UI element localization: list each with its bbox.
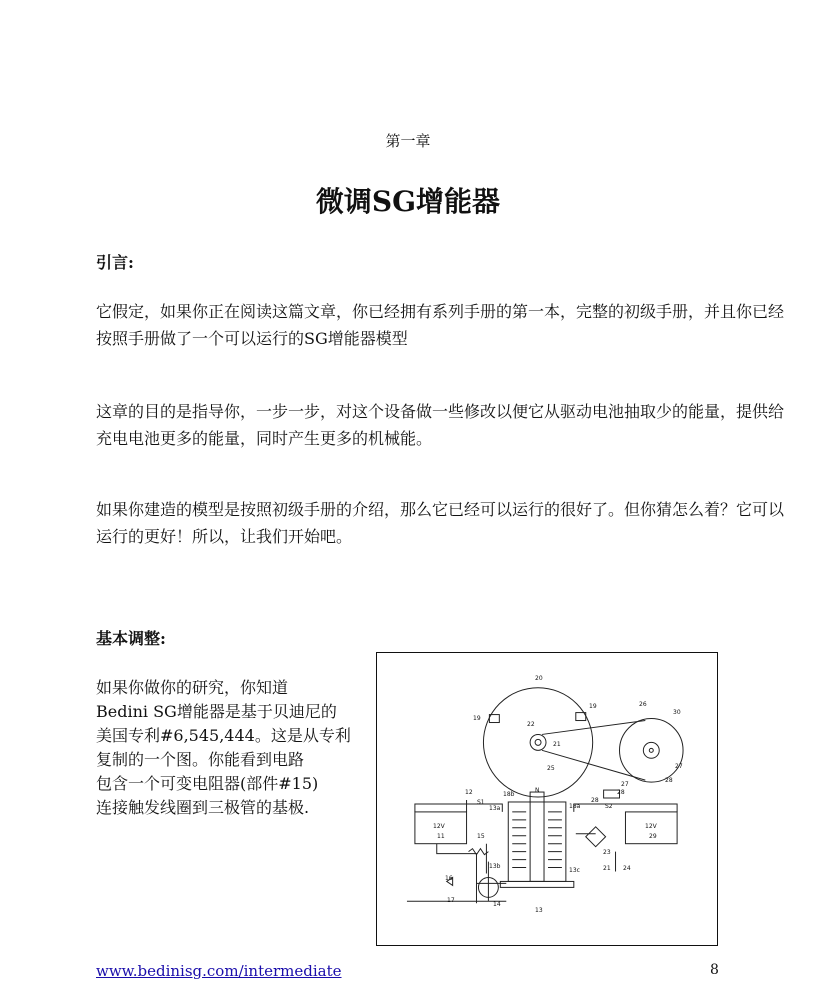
paragraph-2: 这章的目的是指导你，一步一步，对这个设备做一些修改以便它从驱动电池抽取少的能量，提供给充电电池更多的能量，同时产生更多的机械能。 (96, 402, 785, 448)
label-30: 30 (673, 709, 681, 716)
label-20: 20 (535, 675, 543, 682)
label-19-left: 19 (473, 715, 481, 722)
side-line: Bedini SG增能器是基于贝迪尼的 (96, 702, 337, 721)
label-18a: 18a (569, 803, 581, 810)
label-21b: 21 (603, 865, 611, 872)
page-title: 微调SG增能器 (315, 185, 501, 218)
label-22: 22 (527, 721, 535, 728)
label-26: 26 (639, 701, 647, 708)
label-lamp: 27 (621, 781, 629, 788)
paragraph-3: 如果你建造的模型是按照初级手册的介绍，那么它已经可以运行的很好了。但你猜怎么着？它可以运行的更好！所以，让我们开始吧。 (96, 500, 785, 546)
paragraph-1: 它假定，如果你正在阅读这篇文章，你已经拥有系列手册的第一本，完整的初级手册，并且你已经按照手册做了一个可以运行的SG增能器模型 (96, 302, 785, 348)
label-core: N (535, 787, 540, 794)
side-line: 连接触发线圈到三极管的基极. (96, 798, 310, 817)
label-12: 12 (465, 789, 473, 796)
label-27: 27 (675, 763, 683, 770)
label-s2: S2 (605, 803, 613, 810)
label-lamp2: 28 (617, 789, 625, 796)
label-17: 17 (447, 897, 455, 904)
label-15: 15 (477, 833, 485, 840)
label-13a: 13a (489, 805, 501, 812)
pulley-hub (643, 742, 659, 758)
side-line: 如果你做你的研究，你知道 (96, 678, 289, 697)
chapter-label: 第一章 (385, 132, 431, 150)
label-13b: 13b (489, 863, 501, 870)
belt-bottom (542, 750, 645, 780)
rotor-hub (530, 734, 546, 750)
rotor-wheel (483, 688, 592, 797)
label-25: 25 (547, 765, 555, 772)
coil-housing (508, 802, 566, 881)
label-19-right: 19 (589, 703, 597, 710)
coil-base (500, 881, 573, 887)
label-battery-right-v: 12V (645, 823, 657, 830)
side-line: 复制的一个图。你能看到电路 (96, 750, 305, 769)
intro-heading: 引言: (96, 253, 134, 272)
label-14: 14 (493, 901, 501, 908)
label-28: 28 (665, 777, 673, 784)
core (530, 792, 544, 881)
coil-windings (512, 812, 562, 868)
label-11: 11 (437, 833, 445, 840)
label-24: 24 (623, 865, 631, 872)
circuit-diagram (377, 653, 717, 945)
patent-figure (376, 652, 718, 946)
label-s1: S1 (477, 799, 485, 806)
label-16: 16 (445, 875, 453, 882)
label-13c: 13c (569, 867, 580, 874)
basic-adjust-heading: 基本调整: (96, 629, 166, 648)
pulley-wheel (620, 719, 684, 783)
side-line: 包含一个可变电阻器(部件#15) (96, 774, 319, 793)
label-18b: 18b (503, 791, 515, 798)
footer-link[interactable]: www.bedinisg.com/intermediate (96, 962, 342, 980)
rotor-axle (535, 739, 541, 745)
label-21: 21 (553, 741, 561, 748)
label-23: 23 (603, 849, 611, 856)
label-13: 13 (535, 907, 543, 914)
label-battery-left-v: 12V (433, 823, 445, 830)
label-29: 29 (649, 833, 657, 840)
side-line: 美国专利#6,545,444。这是从专利 (96, 726, 351, 745)
page-number: 8 (710, 962, 719, 978)
label-28b: 28 (591, 797, 599, 804)
side-text (96, 676, 366, 820)
